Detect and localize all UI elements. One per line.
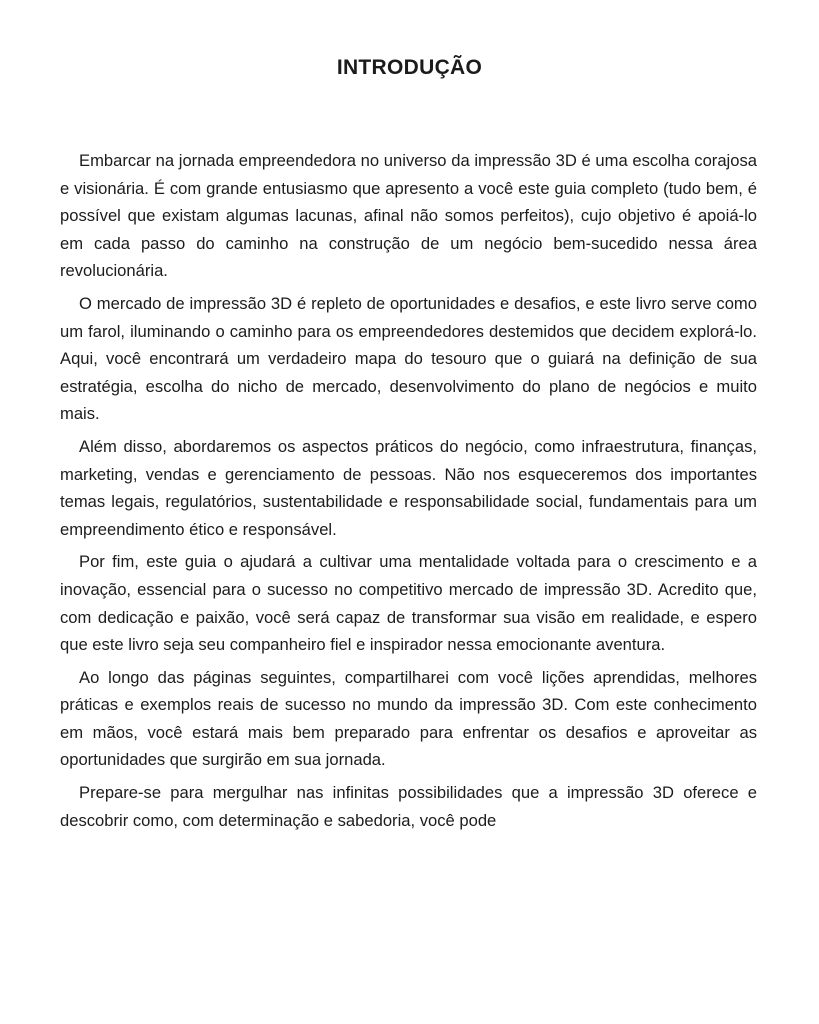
paragraph-6: Prepare-se para mergulhar nas infinitas possibilidades que a impressão 3D oferece e descobrir como, com determinação e sabedoria, você pode [60, 783, 757, 830]
paragraph-5: Ao longo das páginas seguintes, compartilharei com você lições aprendidas, melhores práticas e exemplos reais de sucesso no mundo da impressão 3D. Com este conhecimento em mãos, você estará mais bem preparado para enfrentar os desafios e aproveitar as oportunidades que surgirão em sua jornada. [60, 667, 757, 770]
paragraph-4: Por fim, este guia o ajudará a cultivar uma mentalidade voltada para o crescimento e a inovação, essencial para o sucesso no competitivo mercado de impressão 3D. Acredito que, com dedicação e paixão, você será capaz de transformar sua visão em realidade, e espero que este livro seja seu companheiro fiel e inspirador nessa emocionante aventura. [60, 552, 757, 655]
paragraph-2: O mercado de impressão 3D é repleto de oportunidades e desafios, e este livro serve como um farol, iluminando o caminho para os empreendedores destemidos que decidem explorá-lo. Aqui, você encontrará um verdadeiro mapa do tesouro que o guiará na definição de sua estratégia, escolha do nicho de mercado, desenvolvimento do plano de negócios e muito mais. [60, 293, 757, 424]
page-title: INTRODUÇÃO [336, 56, 483, 79]
body-text [60, 147, 757, 839]
paragraph-1: Embarcar na jornada empreendedora no universo da impressão 3D é uma escolha corajosa e visionária. É com grande entusiasmo que apresento a você este guia completo (tudo bem, é possível que existam algumas lacunas, afinal não somos perfeitos), cujo objetivo é apoiá-lo em cada passo do caminho na construção de um negócio bem-sucedido nessa área revolucionária. [60, 151, 757, 281]
paragraph-3: Além disso, abordaremos os aspectos práticos do negócio, como infraestrutura, finanças, marketing, vendas e gerenciamento de pessoas. Não nos esqueceremos dos importantes temas legais, regulatórios, sustentabilidade e responsabilidade social, fundamentais para um empreendimento ético e responsável. [60, 436, 757, 539]
